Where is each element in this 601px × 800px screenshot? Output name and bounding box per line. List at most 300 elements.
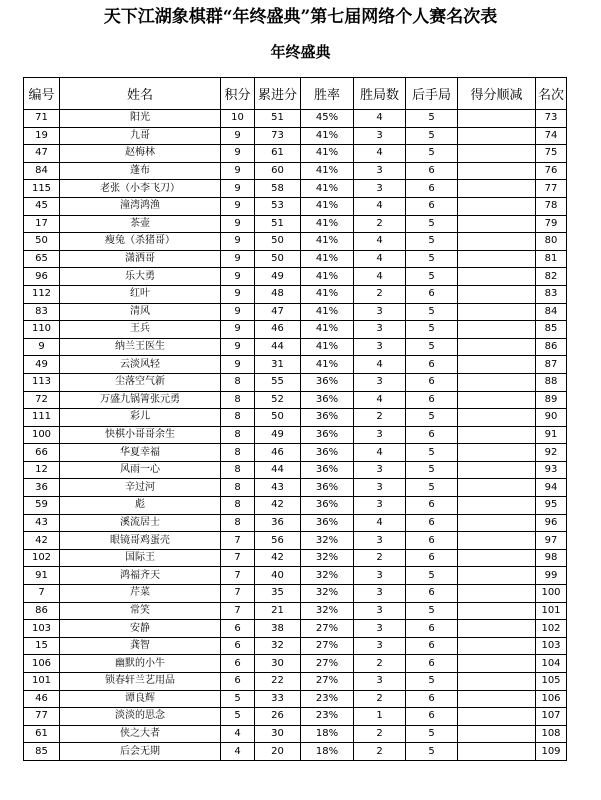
cell-id: 43: [24, 514, 60, 532]
cell-cumulative: 38: [255, 620, 301, 638]
cell-deduction: [458, 532, 536, 550]
cell-cumulative: 35: [255, 585, 301, 603]
cell-points: 9: [221, 321, 255, 339]
cell-deduction: [458, 303, 536, 321]
cell-deduction: [458, 479, 536, 497]
cell-id: 19: [24, 127, 60, 145]
cell-deduction: [458, 708, 536, 726]
cell-id: 113: [24, 373, 60, 391]
cell-wins: 4: [354, 250, 406, 268]
cell-id: 100: [24, 426, 60, 444]
table-row: [24, 549, 567, 567]
cell-wins: 3: [354, 338, 406, 356]
cell-second-games: 6: [406, 708, 458, 726]
cell-win-rate: 27%: [301, 673, 354, 691]
cell-second-games: 6: [406, 426, 458, 444]
cell-points: 10: [221, 110, 255, 128]
cell-name: 谭良辉: [60, 690, 221, 708]
header-id: 编号: [24, 78, 60, 110]
cell-win-rate: 41%: [301, 356, 354, 374]
cell-name: 风雨一心: [60, 461, 221, 479]
cell-points: 8: [221, 391, 255, 409]
cell-cumulative: 58: [255, 180, 301, 198]
cell-cumulative: 51: [255, 110, 301, 128]
table-row: [24, 514, 567, 532]
table-row: [24, 321, 567, 339]
table-row: [24, 110, 567, 128]
table-row: [24, 532, 567, 550]
cell-win-rate: 41%: [301, 215, 354, 233]
cell-second-games: 5: [406, 233, 458, 251]
cell-deduction: [458, 285, 536, 303]
cell-id: 50: [24, 233, 60, 251]
cell-deduction: [458, 409, 536, 427]
cell-second-games: 6: [406, 373, 458, 391]
cell-points: 6: [221, 620, 255, 638]
cell-win-rate: 23%: [301, 690, 354, 708]
cell-deduction: [458, 461, 536, 479]
cell-rank: 77: [536, 180, 567, 198]
cell-second-games: 5: [406, 110, 458, 128]
cell-rank: 96: [536, 514, 567, 532]
cell-deduction: [458, 197, 536, 215]
cell-name: 幽默的小牛: [60, 655, 221, 673]
cell-second-games: 5: [406, 479, 458, 497]
cell-win-rate: 41%: [301, 285, 354, 303]
cell-name: 蓬布: [60, 162, 221, 180]
cell-wins: 4: [354, 268, 406, 286]
cell-second-games: 5: [406, 268, 458, 286]
cell-second-games: 5: [406, 215, 458, 233]
cell-id: 83: [24, 303, 60, 321]
header-rank: 名次: [536, 78, 567, 110]
cell-second-games: 6: [406, 532, 458, 550]
cell-id: 110: [24, 321, 60, 339]
cell-second-games: 6: [406, 655, 458, 673]
cell-name: 潇洒哥: [60, 250, 221, 268]
cell-deduction: [458, 250, 536, 268]
cell-deduction: [458, 268, 536, 286]
cell-rank: 75: [536, 145, 567, 163]
cell-win-rate: 36%: [301, 514, 354, 532]
cell-cumulative: 26: [255, 708, 301, 726]
table-row: [24, 743, 567, 761]
cell-id: 72: [24, 391, 60, 409]
cell-wins: 4: [354, 391, 406, 409]
cell-name: 纳兰王医生: [60, 338, 221, 356]
table-header-row: [24, 78, 567, 110]
cell-second-games: 6: [406, 497, 458, 515]
cell-rank: 99: [536, 567, 567, 585]
header-name: 姓名: [60, 78, 221, 110]
cell-wins: 3: [354, 602, 406, 620]
cell-id: 101: [24, 673, 60, 691]
cell-points: 9: [221, 215, 255, 233]
cell-rank: 100: [536, 585, 567, 603]
cell-rank: 105: [536, 673, 567, 691]
cell-deduction: [458, 180, 536, 198]
cell-second-games: 6: [406, 162, 458, 180]
table-row: [24, 725, 567, 743]
cell-win-rate: 41%: [301, 303, 354, 321]
cell-wins: 2: [354, 743, 406, 761]
page-title: 天下江湖象棋群“年终盛典”第七届网络个人赛名次表: [103, 7, 498, 27]
cell-id: 85: [24, 743, 60, 761]
cell-name: 老张（小李飞刀）: [60, 180, 221, 198]
table-row: [24, 637, 567, 655]
cell-id: 36: [24, 479, 60, 497]
header-deduction: 得分顺减: [458, 78, 536, 110]
cell-deduction: [458, 356, 536, 374]
cell-wins: 4: [354, 197, 406, 215]
cell-name: 安静: [60, 620, 221, 638]
cell-cumulative: 50: [255, 233, 301, 251]
header-win-rate: 胜率: [301, 78, 354, 110]
cell-rank: 101: [536, 602, 567, 620]
cell-wins: 4: [354, 233, 406, 251]
table-row: [24, 250, 567, 268]
cell-name: 云淡风轻: [60, 356, 221, 374]
cell-points: 6: [221, 637, 255, 655]
table-row: [24, 708, 567, 726]
cell-win-rate: 36%: [301, 479, 354, 497]
cell-wins: 3: [354, 426, 406, 444]
cell-points: 7: [221, 549, 255, 567]
cell-id: 103: [24, 620, 60, 638]
table-row: [24, 673, 567, 691]
cell-second-games: 6: [406, 391, 458, 409]
cell-wins: 3: [354, 321, 406, 339]
cell-name: 赵梅林: [60, 145, 221, 163]
cell-rank: 86: [536, 338, 567, 356]
cell-rank: 97: [536, 532, 567, 550]
cell-cumulative: 51: [255, 215, 301, 233]
cell-name: 彪: [60, 497, 221, 515]
cell-deduction: [458, 497, 536, 515]
cell-cumulative: 48: [255, 285, 301, 303]
cell-name: 侠之大者: [60, 725, 221, 743]
cell-win-rate: 41%: [301, 338, 354, 356]
table-row: [24, 338, 567, 356]
cell-points: 8: [221, 497, 255, 515]
cell-name: 九哥: [60, 127, 221, 145]
table-row: [24, 479, 567, 497]
cell-rank: 95: [536, 497, 567, 515]
table-row: [24, 215, 567, 233]
cell-points: 4: [221, 725, 255, 743]
cell-wins: 3: [354, 303, 406, 321]
cell-wins: 3: [354, 127, 406, 145]
cell-win-rate: 36%: [301, 409, 354, 427]
cell-rank: 108: [536, 725, 567, 743]
cell-cumulative: 52: [255, 391, 301, 409]
cell-cumulative: 44: [255, 338, 301, 356]
cell-rank: 90: [536, 409, 567, 427]
cell-cumulative: 33: [255, 690, 301, 708]
cell-points: 5: [221, 708, 255, 726]
cell-win-rate: 36%: [301, 391, 354, 409]
cell-wins: 3: [354, 461, 406, 479]
cell-wins: 2: [354, 725, 406, 743]
cell-rank: 80: [536, 233, 567, 251]
cell-wins: 3: [354, 673, 406, 691]
cell-cumulative: 53: [255, 197, 301, 215]
header-wins: 胜局数: [354, 78, 406, 110]
cell-cumulative: 31: [255, 356, 301, 374]
cell-cumulative: 36: [255, 514, 301, 532]
cell-cumulative: 60: [255, 162, 301, 180]
cell-id: 66: [24, 444, 60, 462]
cell-points: 4: [221, 743, 255, 761]
table-row: [24, 655, 567, 673]
cell-win-rate: 36%: [301, 497, 354, 515]
cell-points: 9: [221, 197, 255, 215]
cell-cumulative: 46: [255, 444, 301, 462]
cell-deduction: [458, 690, 536, 708]
cell-deduction: [458, 391, 536, 409]
cell-deduction: [458, 549, 536, 567]
cell-second-games: 5: [406, 725, 458, 743]
cell-win-rate: 41%: [301, 268, 354, 286]
cell-cumulative: 49: [255, 426, 301, 444]
cell-rank: 92: [536, 444, 567, 462]
cell-deduction: [458, 338, 536, 356]
cell-wins: 2: [354, 409, 406, 427]
table-row: [24, 356, 567, 374]
cell-second-games: 5: [406, 303, 458, 321]
table-row: [24, 268, 567, 286]
cell-cumulative: 44: [255, 461, 301, 479]
header-cumulative: 累进分: [255, 78, 301, 110]
cell-win-rate: 32%: [301, 567, 354, 585]
cell-second-games: 6: [406, 585, 458, 603]
cell-name: 红叶: [60, 285, 221, 303]
cell-wins: 2: [354, 690, 406, 708]
table-row: [24, 497, 567, 515]
cell-points: 8: [221, 461, 255, 479]
cell-wins: 3: [354, 497, 406, 515]
cell-win-rate: 32%: [301, 602, 354, 620]
cell-deduction: [458, 215, 536, 233]
cell-cumulative: 42: [255, 497, 301, 515]
cell-id: 102: [24, 549, 60, 567]
cell-second-games: 6: [406, 549, 458, 567]
cell-wins: 3: [354, 620, 406, 638]
header-second-games: 后手局: [406, 78, 458, 110]
cell-win-rate: 41%: [301, 127, 354, 145]
cell-wins: 4: [354, 356, 406, 374]
cell-cumulative: 30: [255, 655, 301, 673]
cell-win-rate: 23%: [301, 708, 354, 726]
cell-points: 8: [221, 426, 255, 444]
cell-second-games: 5: [406, 409, 458, 427]
cell-win-rate: 32%: [301, 549, 354, 567]
cell-second-games: 6: [406, 180, 458, 198]
cell-name: 溪流居士: [60, 514, 221, 532]
cell-cumulative: 55: [255, 373, 301, 391]
cell-cumulative: 20: [255, 743, 301, 761]
cell-cumulative: 22: [255, 673, 301, 691]
cell-name: 华夏幸福: [60, 444, 221, 462]
cell-cumulative: 21: [255, 602, 301, 620]
cell-id: 45: [24, 197, 60, 215]
cell-rank: 76: [536, 162, 567, 180]
cell-second-games: 5: [406, 673, 458, 691]
table-row: [24, 567, 567, 585]
cell-rank: 98: [536, 549, 567, 567]
cell-cumulative: 47: [255, 303, 301, 321]
cell-win-rate: 36%: [301, 444, 354, 462]
cell-id: 15: [24, 637, 60, 655]
cell-points: 7: [221, 567, 255, 585]
cell-cumulative: 50: [255, 250, 301, 268]
cell-cumulative: 46: [255, 321, 301, 339]
cell-wins: 3: [354, 637, 406, 655]
cell-id: 42: [24, 532, 60, 550]
cell-second-games: 6: [406, 285, 458, 303]
cell-wins: 3: [354, 567, 406, 585]
cell-id: 59: [24, 497, 60, 515]
cell-cumulative: 30: [255, 725, 301, 743]
table-body: [24, 110, 567, 761]
cell-name: 彩儿: [60, 409, 221, 427]
cell-id: 77: [24, 708, 60, 726]
cell-id: 96: [24, 268, 60, 286]
cell-name: 锁春轩兰艺用品: [60, 673, 221, 691]
cell-cumulative: 61: [255, 145, 301, 163]
ranking-table: [23, 77, 567, 761]
cell-rank: 81: [536, 250, 567, 268]
cell-cumulative: 42: [255, 549, 301, 567]
cell-win-rate: 27%: [301, 620, 354, 638]
cell-deduction: [458, 321, 536, 339]
cell-id: 112: [24, 285, 60, 303]
table-row: [24, 444, 567, 462]
cell-name: 尘落空气新: [60, 373, 221, 391]
table-row: [24, 373, 567, 391]
cell-id: 9: [24, 338, 60, 356]
cell-cumulative: 43: [255, 479, 301, 497]
cell-win-rate: 41%: [301, 162, 354, 180]
cell-wins: 3: [354, 479, 406, 497]
cell-rank: 87: [536, 356, 567, 374]
cell-id: 47: [24, 145, 60, 163]
cell-deduction: [458, 673, 536, 691]
table-row: [24, 620, 567, 638]
table-row: [24, 180, 567, 198]
cell-wins: 1: [354, 708, 406, 726]
cell-deduction: [458, 127, 536, 145]
table-row: [24, 127, 567, 145]
cell-deduction: [458, 162, 536, 180]
cell-wins: 2: [354, 655, 406, 673]
cell-deduction: [458, 637, 536, 655]
cell-name: 国际王: [60, 549, 221, 567]
cell-id: 49: [24, 356, 60, 374]
cell-points: 8: [221, 373, 255, 391]
cell-second-games: 6: [406, 197, 458, 215]
cell-win-rate: 27%: [301, 637, 354, 655]
cell-name: 眼镜哥鸡蛋壳: [60, 532, 221, 550]
cell-win-rate: 41%: [301, 145, 354, 163]
cell-second-games: 6: [406, 637, 458, 655]
cell-points: 5: [221, 690, 255, 708]
cell-second-games: 5: [406, 338, 458, 356]
cell-deduction: [458, 426, 536, 444]
cell-second-games: 5: [406, 743, 458, 761]
table-row: [24, 409, 567, 427]
cell-deduction: [458, 233, 536, 251]
cell-name: 瘦兔（杀猪哥）: [60, 233, 221, 251]
cell-points: 9: [221, 233, 255, 251]
cell-name: 乐大勇: [60, 268, 221, 286]
cell-points: 8: [221, 479, 255, 497]
table-row: [24, 585, 567, 603]
cell-wins: 3: [354, 532, 406, 550]
cell-name: 龚智: [60, 637, 221, 655]
cell-deduction: [458, 373, 536, 391]
cell-second-games: 5: [406, 127, 458, 145]
cell-cumulative: 32: [255, 637, 301, 655]
cell-points: 8: [221, 444, 255, 462]
cell-win-rate: 36%: [301, 426, 354, 444]
cell-id: 86: [24, 602, 60, 620]
cell-deduction: [458, 725, 536, 743]
cell-points: 8: [221, 409, 255, 427]
cell-wins: 4: [354, 145, 406, 163]
cell-cumulative: 49: [255, 268, 301, 286]
cell-rank: 82: [536, 268, 567, 286]
cell-name: 淡淡的思念: [60, 708, 221, 726]
cell-wins: 3: [354, 373, 406, 391]
cell-deduction: [458, 620, 536, 638]
cell-second-games: 5: [406, 145, 458, 163]
cell-rank: 73: [536, 110, 567, 128]
cell-win-rate: 41%: [301, 250, 354, 268]
cell-second-games: 6: [406, 356, 458, 374]
cell-id: 7: [24, 585, 60, 603]
cell-name: 万盛九锅箐张元勇: [60, 391, 221, 409]
cell-points: 9: [221, 268, 255, 286]
cell-points: 9: [221, 356, 255, 374]
cell-points: 9: [221, 162, 255, 180]
cell-wins: 2: [354, 549, 406, 567]
cell-rank: 78: [536, 197, 567, 215]
cell-cumulative: 40: [255, 567, 301, 585]
table-row: [24, 303, 567, 321]
cell-cumulative: 56: [255, 532, 301, 550]
cell-id: 115: [24, 180, 60, 198]
cell-rank: 83: [536, 285, 567, 303]
cell-second-games: 5: [406, 444, 458, 462]
cell-deduction: [458, 514, 536, 532]
cell-wins: 2: [354, 285, 406, 303]
cell-name: 王兵: [60, 321, 221, 339]
table-row: [24, 162, 567, 180]
cell-rank: 89: [536, 391, 567, 409]
cell-rank: 103: [536, 637, 567, 655]
table-row: [24, 602, 567, 620]
cell-win-rate: 41%: [301, 233, 354, 251]
cell-wins: 4: [354, 514, 406, 532]
cell-id: 12: [24, 461, 60, 479]
cell-rank: 94: [536, 479, 567, 497]
cell-id: 65: [24, 250, 60, 268]
cell-rank: 107: [536, 708, 567, 726]
cell-wins: 2: [354, 215, 406, 233]
cell-name: 芹菜: [60, 585, 221, 603]
cell-second-games: 5: [406, 461, 458, 479]
